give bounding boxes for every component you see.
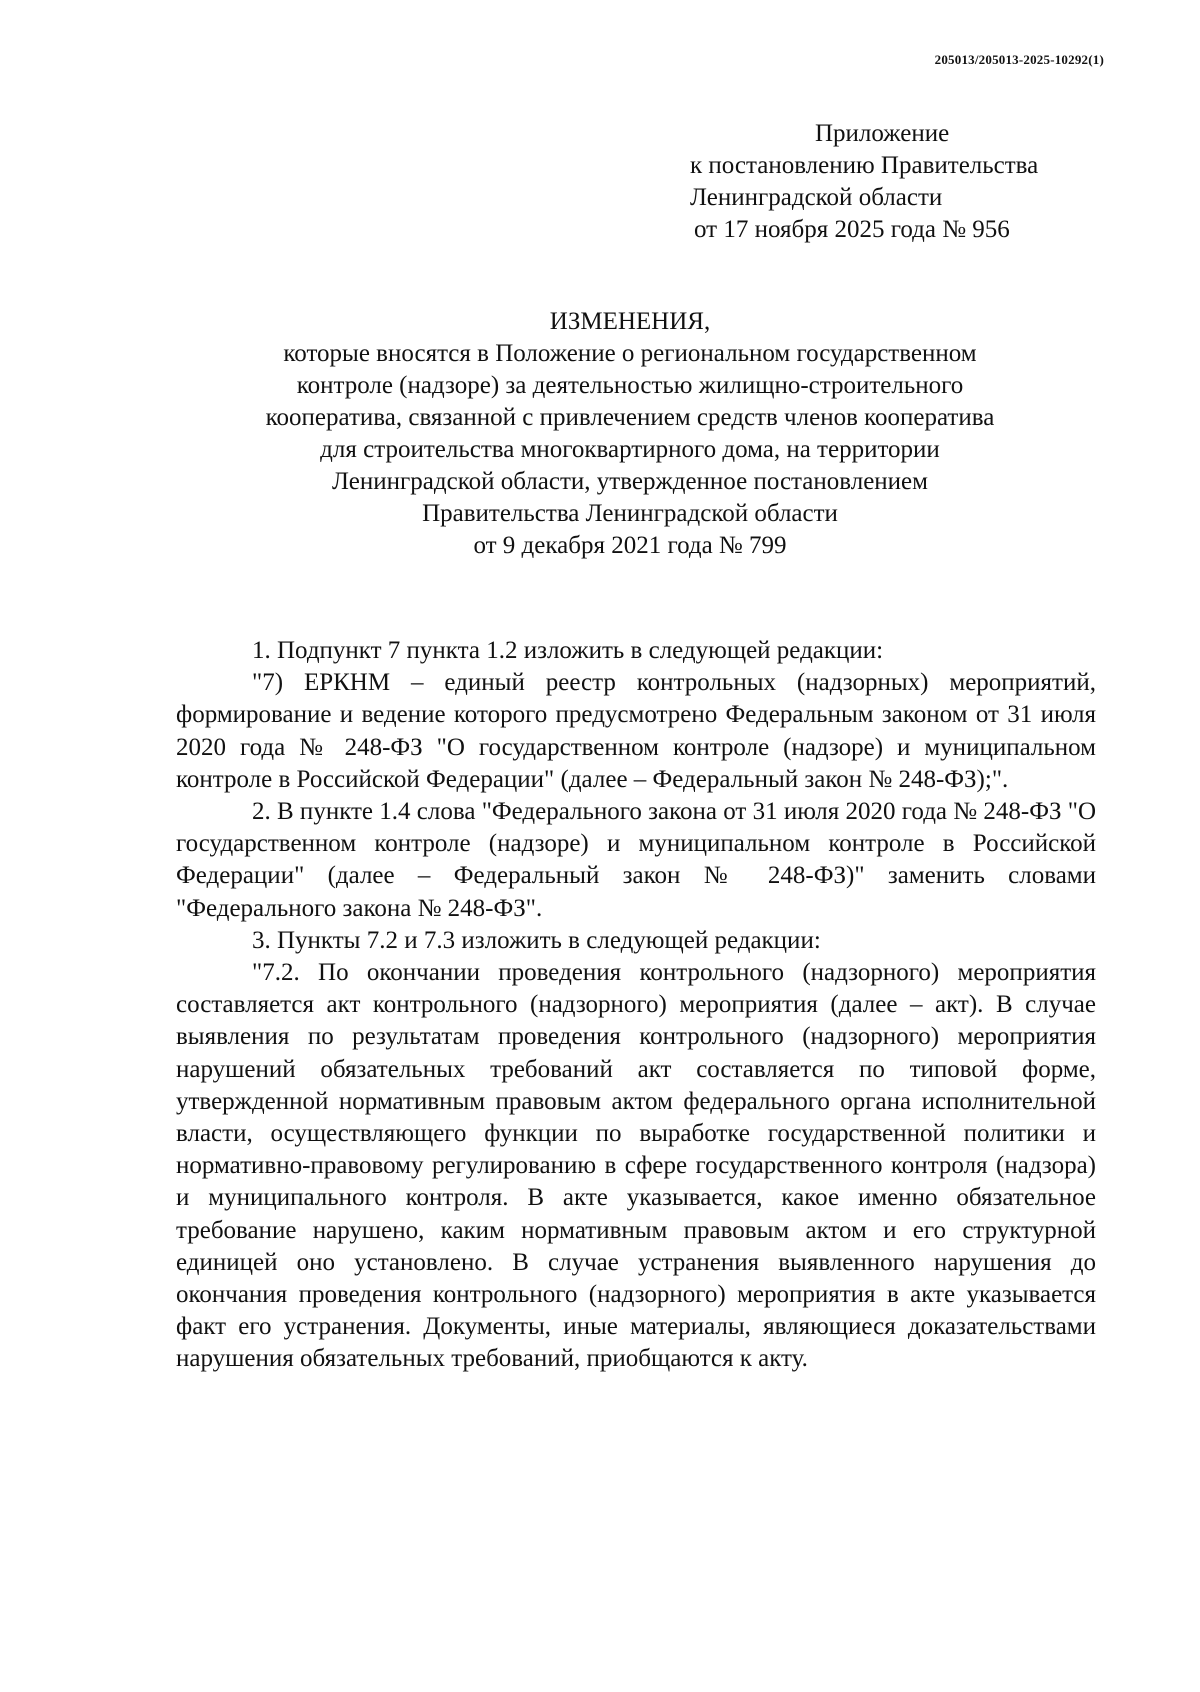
document-title — [180, 306, 1080, 562]
document-body — [176, 635, 1096, 1376]
appendix-line: Приложение — [815, 120, 950, 147]
title-line: кооператива, связанной с привлечением средств членов кооператива — [265, 404, 995, 431]
title-line: Правительства Ленинградской области — [422, 500, 838, 527]
paragraph-item-1-text: "7) ЕРКНМ – единый реестр контрольных (надзорных) мероприятий, формирование и ведение которого предусмотрено Федеральным законом от 31 июля 2020 года № 248-ФЗ "О государственном контроле (надзоре) и муниципальном контроле в Российской Федерации" (далее – Федеральный закон № 248-ФЗ);". — [176, 669, 1096, 793]
document-id: 205013/205013-2025-10292(1) — [934, 52, 1104, 67]
appendix-line: к постановлению Правительства — [690, 152, 1039, 179]
paragraph-item-1: 1. Подпункт 7 пункта 1.2 изложить в следующей редакции: — [252, 637, 884, 664]
appendix-line: Ленинградской области — [690, 184, 943, 211]
title-heading: ИЗМЕНЕНИЯ, — [549, 308, 711, 335]
paragraph-item-2: 2. В пункте 1.4 слова "Федерального закона от 31 июля 2020 года № 248-ФЗ "О государственном контроле (надзоре) и муниципальном контроле в Российской Федерации" (далее – Федеральный закон № 248-ФЗ)" заменить словами "Федерального закона № 248-ФЗ". — [176, 798, 1096, 922]
appendix-line: от 17 ноября 2025 года № 956 — [694, 216, 1010, 243]
appendix-header — [690, 118, 1038, 246]
paragraph-item-3-text: "7.2. По окончании проведения контрольного (надзорного) мероприятия составляется акт контрольного (надзорного) мероприятия (далее – акт). В случае выявления по результатам проведения контрольного (надзорного) мероприятия нарушений обязательных требований акт составляется по типовой форме, утвержденной нормативным правовым актом федерального органа исполнительной власти, осуществляющего функции по выработке государственной политики и нормативно-правовому регулированию в сфере государственного контроля (надзора) и муниципального контроля. В акте указывается, какое именно обязательное требование нарушено, каким нормативным правовым актом и его структурной единицей оно установлено. В случае устранения выявленного нарушения до окончания проведения контрольного (надзорного) мероприятия в акте указывается факт его устранения. Документы, иные материалы, являющиеся доказательствами нарушения обязательных требований, приобщаются к акту. — [176, 959, 1096, 1373]
title-line: от 9 декабря 2021 года № 799 — [473, 532, 787, 559]
title-line: для строительства многоквартирного дома, на территории — [320, 436, 940, 463]
title-line: Ленинградской области, утвержденное постановлением — [332, 468, 928, 495]
title-line: которые вносятся в Положение о региональном государственном — [283, 340, 977, 367]
paragraph-item-3: 3. Пункты 7.2 и 7.3 изложить в следующей редакции: — [252, 926, 821, 954]
title-line: контроле (надзоре) за деятельностью жилищно-строительного — [296, 372, 964, 399]
